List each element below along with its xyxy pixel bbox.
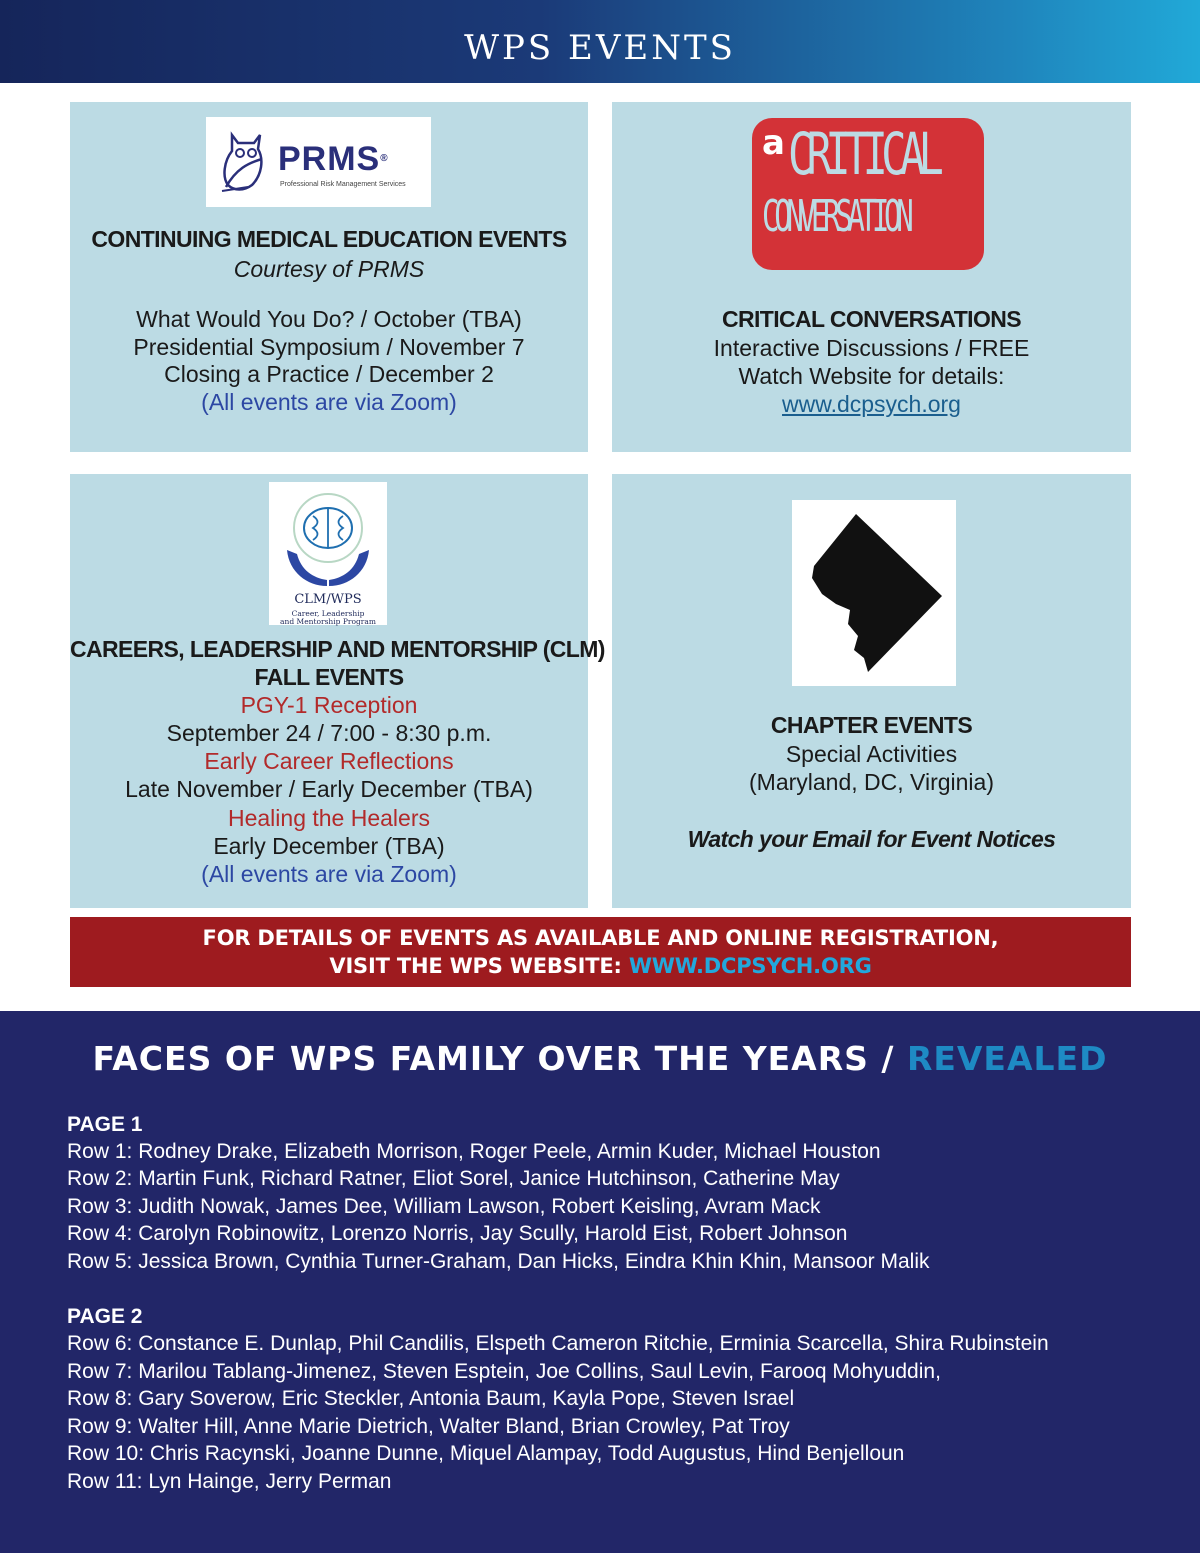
chapter-events-panel	[612, 474, 1131, 908]
banner-prefix: VISIT THE WPS WEBSITE:	[329, 954, 629, 978]
cme-event-2: Presidential Symposium / November 7	[133, 334, 525, 360]
critical-title: CRITICAL CONVERSATIONS	[721, 306, 1022, 332]
chapter-line-1: Special Activities	[785, 741, 958, 767]
list-item: Row 9: Walter Hill, Anne Marie Dietrich, Walter Bland, Brian Crowley, Pat Troy	[67, 1415, 790, 1438]
prms-logo	[206, 117, 431, 207]
banner-line-2	[70, 952, 1131, 980]
critical-conversation-logo	[752, 118, 984, 270]
chapter-title: CHAPTER EVENTS	[770, 712, 973, 738]
faces-title	[0, 1039, 1200, 1079]
chapter-line-2: (Maryland, DC, Virginia)	[749, 769, 994, 795]
list-item: Row 10: Chris Racynski, Joanne Dunne, Miquel Alampay, Todd Augustus, Hind Benjelloun	[67, 1442, 905, 1465]
cme-events-panel	[70, 102, 588, 452]
page-header	[0, 0, 1200, 83]
dc-map-image	[792, 500, 956, 686]
clm-title-2: FALL EVENTS	[254, 664, 404, 690]
prms-logo-text: PRMS®	[278, 140, 389, 178]
dc-map-icon	[792, 500, 956, 686]
page-1-heading: PAGE 1	[67, 1113, 143, 1136]
critical-link-wrap	[612, 390, 1131, 418]
cme-title: CONTINUING MEDICAL EDUCATION EVENTS	[91, 226, 567, 252]
list-item: Row 6: Constance E. Dunlap, Phil Candilis, Elspeth Cameron Ritchie, Erminia Scarcella, Shira Rubinstein	[67, 1332, 1049, 1355]
clm-event-3-name: Healing the Healers	[227, 805, 430, 831]
list-item: Row 3: Judith Nowak, James Dee, William Lawson, Robert Keisling, Avram Mack	[67, 1195, 821, 1218]
page-2-heading: PAGE 2	[67, 1305, 143, 1328]
registration-banner	[70, 917, 1131, 987]
clm-event-2-name: Early Career Reflections	[204, 748, 454, 774]
brain-in-hands-icon	[283, 488, 373, 596]
logo-word-conversation: CONVERSATION	[762, 191, 909, 242]
cme-courtesy: Courtesy of PRMS	[233, 256, 425, 282]
clm-logo-sub-2: and Mentorship Program	[280, 617, 376, 626]
faces-title-highlight: REVEALED	[906, 1039, 1108, 1078]
prms-logo-subtitle: Professional Risk Management Services	[280, 181, 406, 188]
list-item: Row 7: Marilou Tablang-Jimenez, Steven Esptein, Joe Collins, Saul Levin, Farooq Mohyuddin,	[67, 1360, 941, 1383]
list-item: Row 4: Carolyn Robinowitz, Lorenzo Norris, Jay Scully, Harold Eist, Robert Johnson	[67, 1222, 848, 1245]
list-item: Row 5: Jessica Brown, Cynthia Turner-Graham, Dan Hicks, Eindra Khin Khin, Mansoor Malik	[67, 1250, 930, 1273]
chapter-notice: Watch your Email for Event Notices	[687, 826, 1056, 852]
clm-event-1-when: September 24 / 7:00 - 8:30 p.m.	[166, 720, 492, 746]
list-item: Row 8: Gary Soverow, Eric Steckler, Antonia Baum, Kayla Pope, Steven Israel	[67, 1387, 795, 1410]
clm-event-2-when: Late November / Early December (TBA)	[125, 776, 533, 802]
clm-event-1-name: PGY-1 Reception	[240, 692, 418, 718]
clm-event-3-when: Early December (TBA)	[213, 833, 445, 859]
speech-bubble-tail-icon	[802, 242, 840, 270]
logo-letter-a: a	[762, 123, 785, 163]
owl-icon	[218, 129, 274, 195]
clm-logo-name: CLM/WPS	[294, 592, 362, 607]
critical-line-2: Watch Website for details:	[738, 363, 1005, 389]
page-title: WPS EVENTS	[464, 28, 736, 68]
cme-zoom-note: (All events are via Zoom)	[201, 389, 457, 415]
clm-logo-sub-1: Career, Leadership	[291, 609, 365, 618]
cme-event-1: What Would You Do? / October (TBA)	[136, 306, 522, 332]
critical-line-1: Interactive Discussions / FREE	[713, 335, 1030, 361]
faces-section	[0, 1011, 1200, 1553]
faces-title-text: FACES OF WPS FAMILY OVER THE YEARS /	[92, 1039, 907, 1078]
list-item: Row 2: Martin Funk, Richard Ratner, Eliot Sorel, Janice Hutchinson, Catherine May	[67, 1167, 840, 1190]
clm-zoom-note: (All events are via Zoom)	[201, 861, 457, 887]
clm-events-panel	[70, 474, 605, 908]
logo-word-critical: CRITICAL	[788, 120, 938, 188]
dcpsych-link[interactable]: www.dcpsych.org	[782, 391, 961, 417]
clm-title-1: CAREERS, LEADERSHIP AND MENTORSHIP (CLM)	[70, 636, 605, 662]
list-item: Row 11: Lyn Hainge, Jerry Perman	[67, 1470, 392, 1493]
cme-event-3: Closing a Practice / December 2	[164, 361, 494, 387]
banner-line-1: FOR DETAILS OF EVENTS AS AVAILABLE AND ONLINE REGISTRATION,	[202, 926, 999, 950]
clm-logo	[269, 482, 387, 625]
banner-url-link[interactable]: WWW.DCPSYCH.ORG	[628, 954, 872, 978]
critical-conversations-panel	[612, 102, 1131, 452]
list-item: Row 1: Rodney Drake, Elizabeth Morrison, Roger Peele, Armin Kuder, Michael Houston	[67, 1140, 881, 1163]
